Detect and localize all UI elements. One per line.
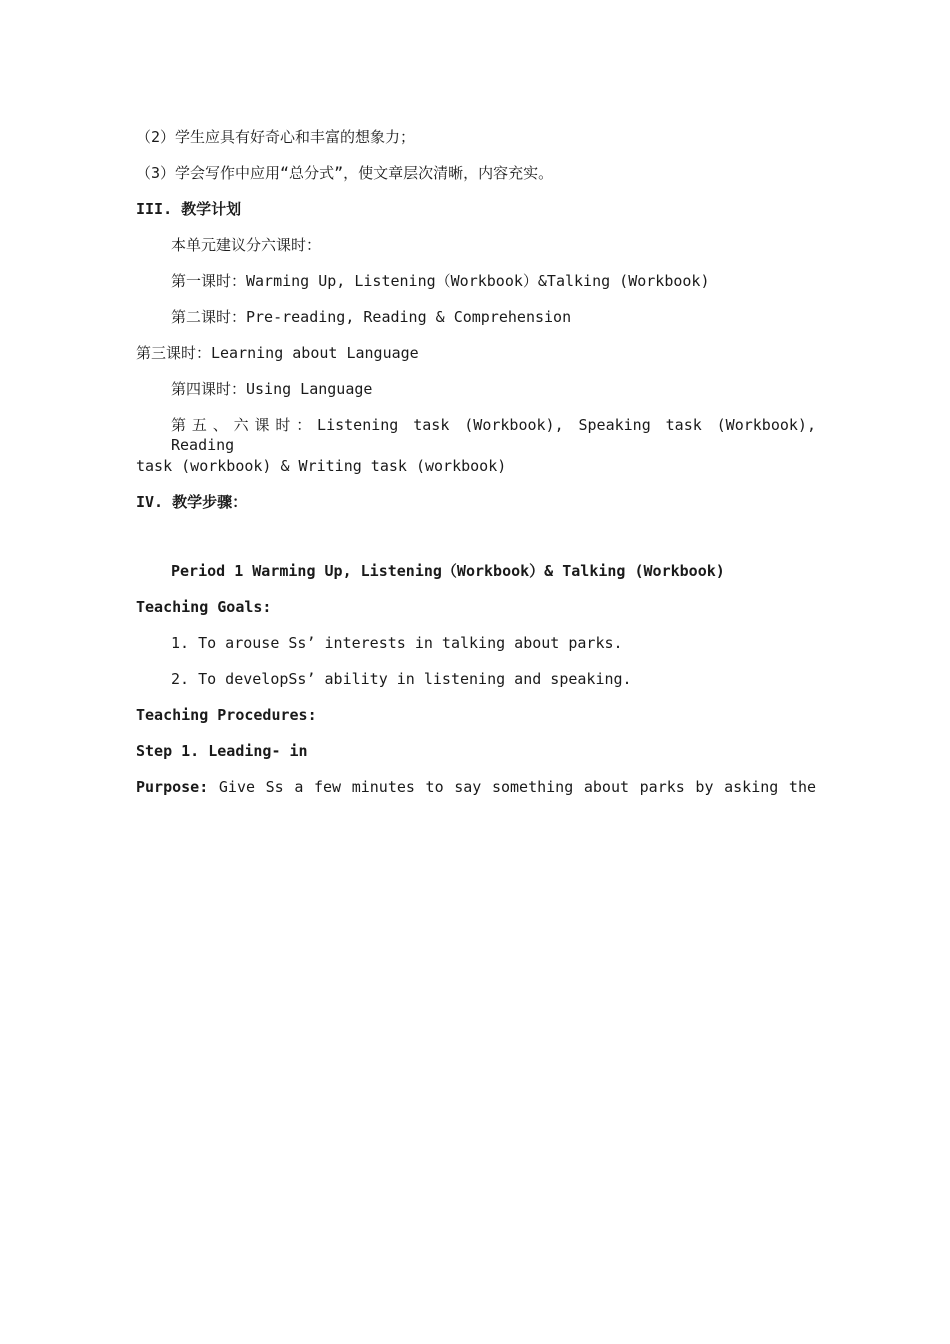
teaching-procedures-heading: Teaching Procedures: xyxy=(136,706,317,724)
purpose-text: Give Ss a few minutes to say something about parks by asking the xyxy=(208,778,816,796)
teaching-goals-heading: Teaching Goals: xyxy=(136,598,272,616)
plan-intro: 本单元建议分六课时： xyxy=(171,236,322,254)
period-2-plan: 第二课时：Pre-reading, Reading & Comprehension xyxy=(171,308,572,326)
objective-3: （3）学会写作中应用“总分式”，使文章层次清晰，内容充实。 xyxy=(136,164,554,182)
goal-2: 2. To developSs’ ability in listening and speaking. xyxy=(171,670,632,688)
section-3-heading: III. 教学计划 xyxy=(136,200,242,218)
period-1-plan: 第一课时：Warming Up, Listening（Workbook）&Talking (Workbook) xyxy=(171,272,710,290)
period-1-title: Period 1 Warming Up, Listening（Workbook）& Talking (Workbook) xyxy=(171,562,725,580)
purpose-label: Purpose: xyxy=(136,778,209,796)
period-5-6-plan: 第五、六课时：Listening task (Workbook), Speaking task (Workbook), Reading xyxy=(171,416,816,454)
objective-2: （2）学生应具有好奇心和丰富的想象力； xyxy=(136,128,416,146)
period-5-6-plan-continued: task (workbook) & Writing task (workbook) xyxy=(136,457,507,475)
section-4-heading: IV. 教学步骤： xyxy=(136,493,248,511)
goal-1: 1. To arouse Ss’ interests in talking about parks. xyxy=(171,634,623,652)
period-4-plan: 第四课时：Using Language xyxy=(171,380,373,398)
purpose-paragraph xyxy=(136,777,816,797)
step-1-heading: Step 1. Leading- in xyxy=(136,742,308,760)
period-3-plan: 第三课时：Learning about Language xyxy=(136,344,419,362)
